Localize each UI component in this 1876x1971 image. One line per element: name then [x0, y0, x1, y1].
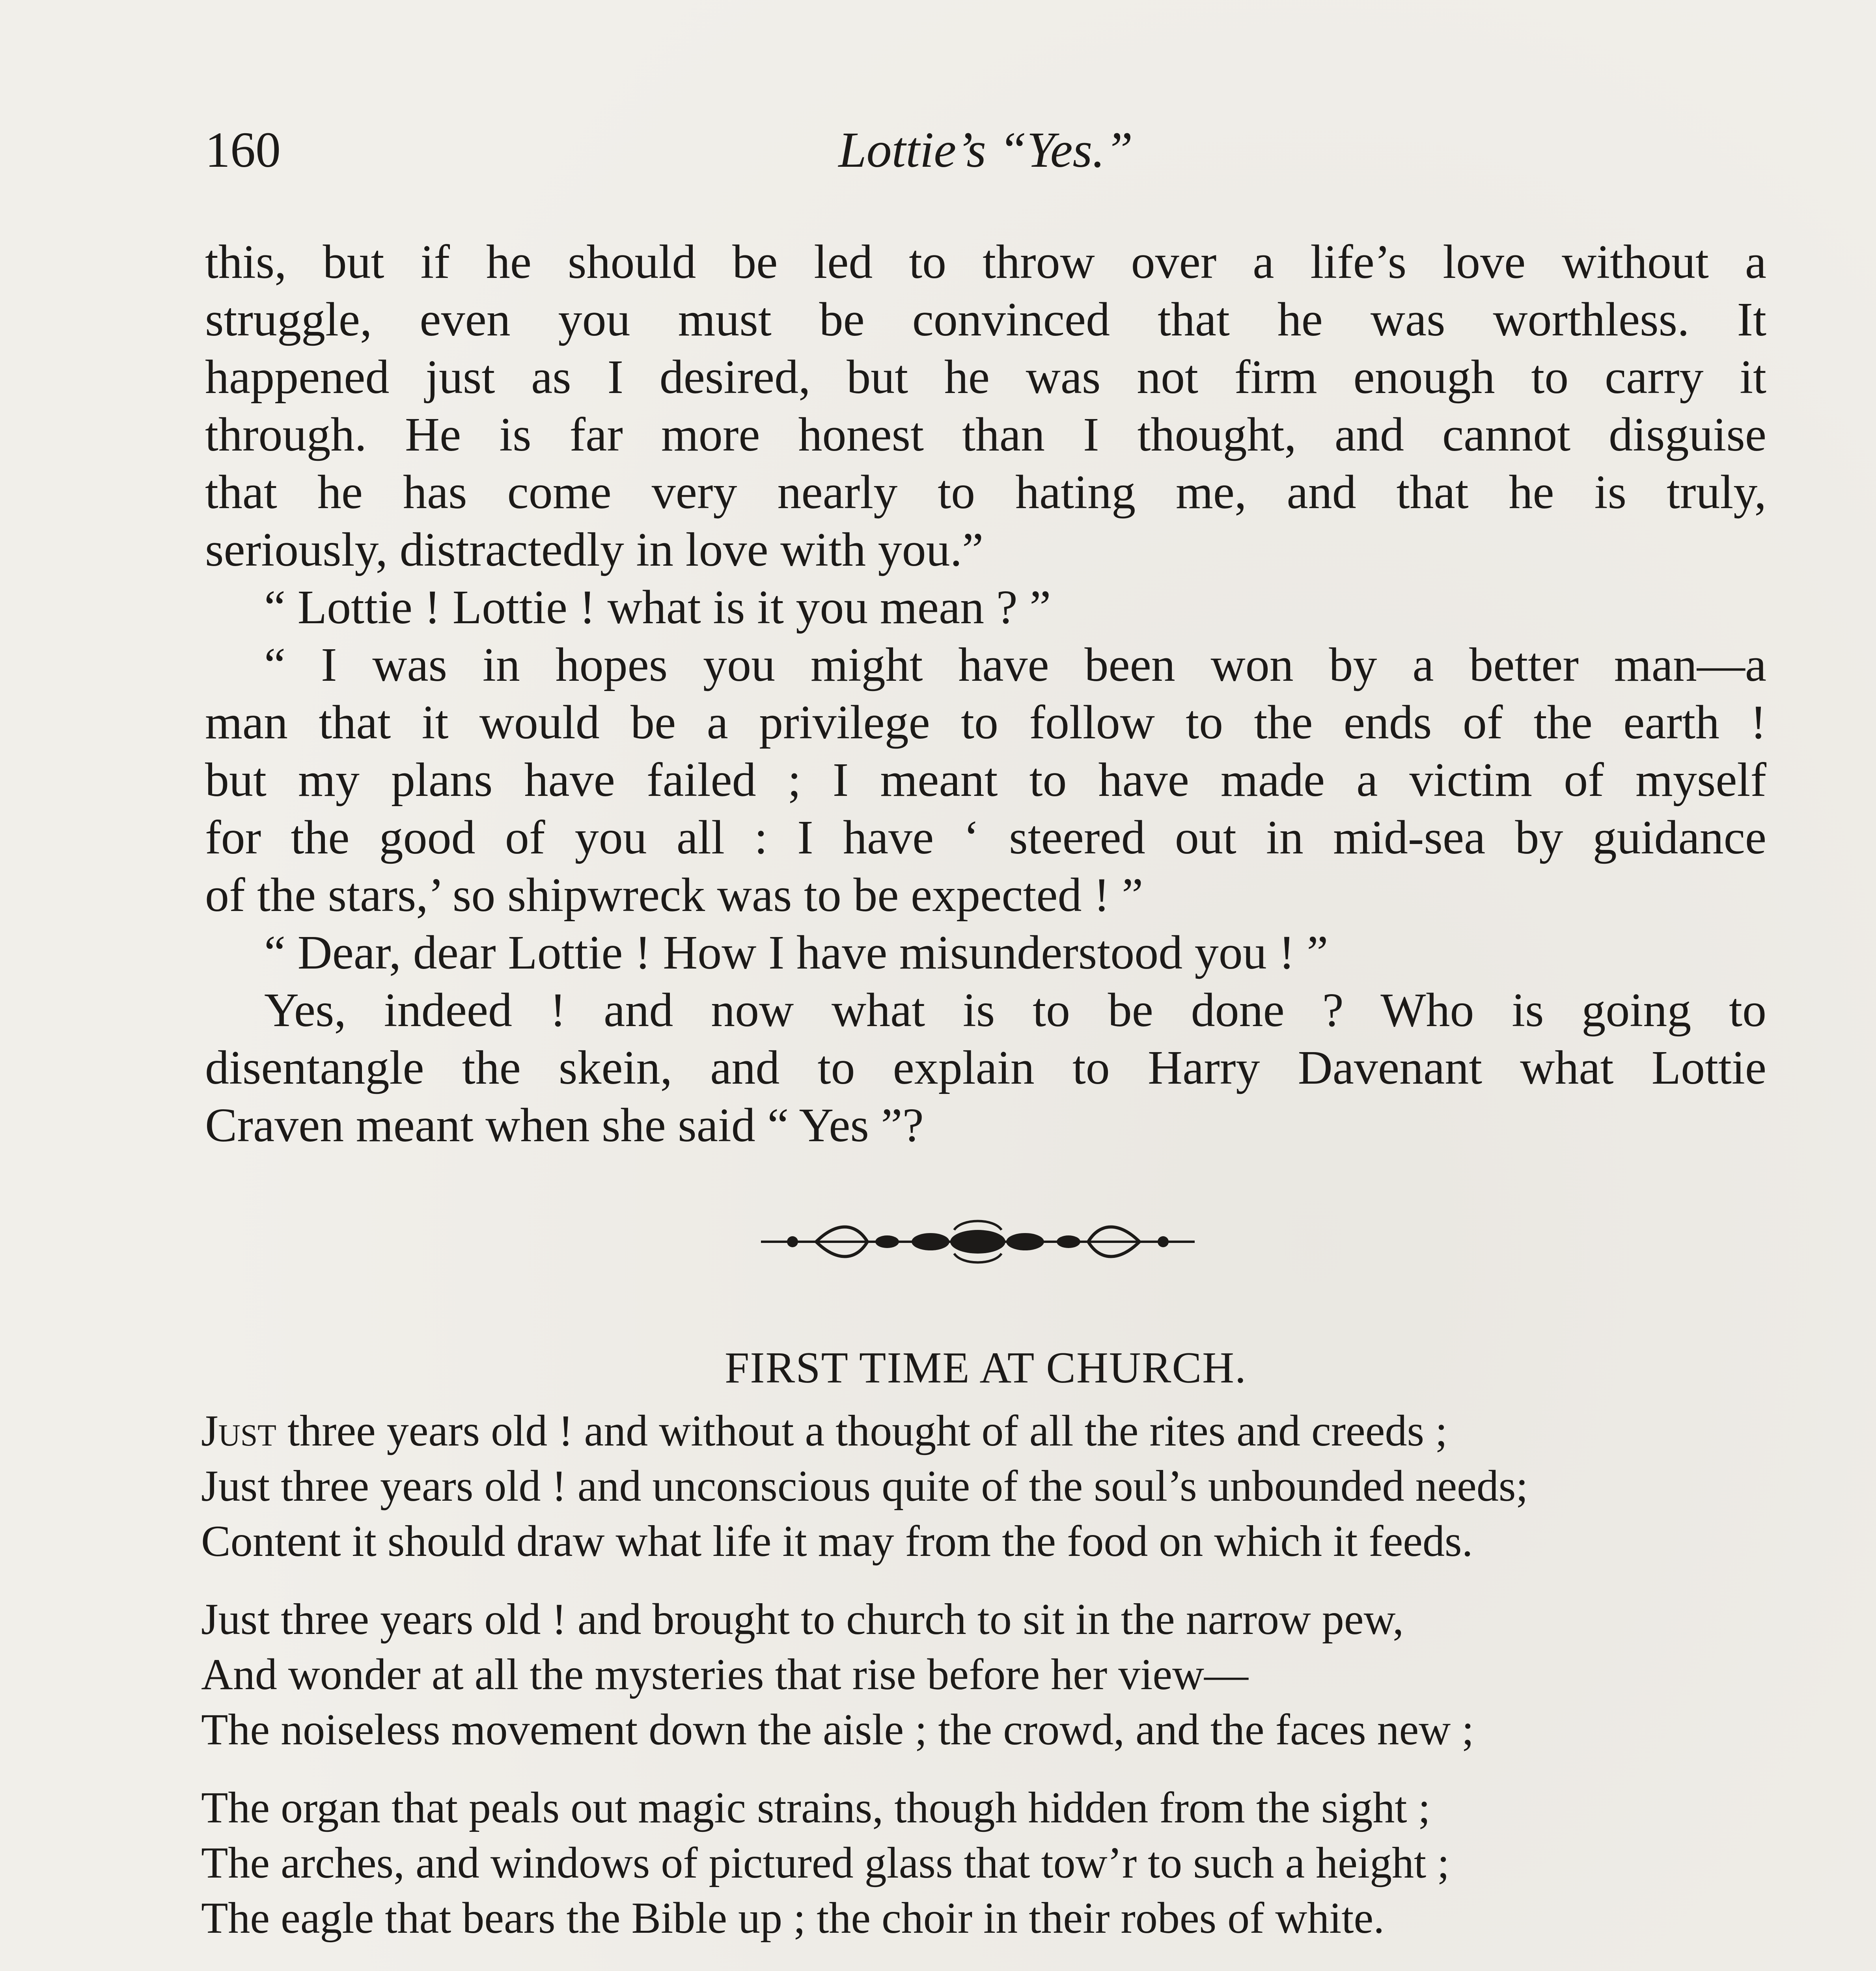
prose-line: disentangle the skein, and to explain to Harry Davenant what Lottie: [205, 1041, 1766, 1094]
prose-line: “ I was in hopes you might have been won by a better man—a: [264, 638, 1766, 691]
running-title: Lottie’s “Yes.”: [838, 122, 1133, 178]
poem-line-text: three years old ! and without a thought of all the rites and creeds ;: [276, 1407, 1448, 1455]
prose-line: “ Dear, dear Lottie ! How I have misunderstood you ! ”: [264, 926, 1328, 979]
poem-line: The arches, and windows of pictured glass that tow’r to such a height ;: [201, 1839, 1450, 1887]
prose-line: Yes, indeed ! and now what is to be done ? Who is going to: [264, 984, 1766, 1037]
poem-stanza: [201, 1403, 1770, 1569]
page-header: [205, 118, 1766, 181]
poem-body: [201, 1403, 1770, 1971]
poem-line: [201, 1403, 1770, 1459]
prose-line: happened just as I desired, but he was not firm enough to carry it: [205, 350, 1766, 404]
poem-line: Just three years old ! and unconscious quite of the soul’s unbounded needs;: [201, 1462, 1528, 1511]
ornamental-divider-icon: [757, 1218, 1199, 1265]
poem-line: Just three years old ! and brought to church to sit in the narrow pew,: [201, 1595, 1404, 1644]
prose-line: Craven meant when she said “ Yes ”?: [205, 1099, 924, 1152]
poem-first-word: Just: [201, 1407, 276, 1455]
prose-line: of the stars,’ so shipwreck was to be expected ! ”: [205, 868, 1143, 922]
prose-line: this, but if he should be led to throw over a life’s love without a: [205, 235, 1766, 289]
poem-line: The noiseless movement down the aisle ; the crowd, and the faces new ;: [201, 1705, 1474, 1754]
poem-line: The organ that peals out magic strains, though hidden from the sight ;: [201, 1783, 1430, 1832]
prose-line: for the good of you all : I have ‘ steered out in mid-sea by guidance: [205, 811, 1766, 864]
prose-line: that he has come very nearly to hating me, and that he is truly,: [205, 466, 1766, 519]
prose-line: struggle, even you must be convinced that he was worthless. It: [205, 293, 1766, 346]
prose-line: but my plans have failed ; I meant to have made a victim of myself: [205, 753, 1766, 807]
poem-stanza: [201, 1780, 1770, 1946]
prose-line: man that it would be a privilege to follow to the ends of the earth !: [205, 696, 1766, 749]
poem-line: Content it should draw what life it may from the food on which it feeds.: [201, 1517, 1473, 1566]
poem-line: And wonder at all the mysteries that rise before her view—: [201, 1650, 1249, 1699]
prose-line: seriously, distractedly in love with you.”: [205, 523, 984, 576]
story-text: [205, 233, 1766, 1154]
poem-line: [201, 1969, 1770, 1971]
poem-title: FIRST TIME AT CHURCH.: [724, 1343, 1247, 1392]
poem-line: The eagle that bears the Bible up ; the choir in their robes of white.: [201, 1894, 1385, 1943]
page-number: 160: [205, 122, 281, 178]
poem-stanza: [201, 1592, 1770, 1757]
prose-line: “ Lottie ! Lottie ! what is it you mean ? ”: [264, 581, 1051, 634]
prose-line: through. He is far more honest than I thought, and cannot disguise: [205, 408, 1766, 461]
poem-stanza: [201, 1969, 1770, 1971]
